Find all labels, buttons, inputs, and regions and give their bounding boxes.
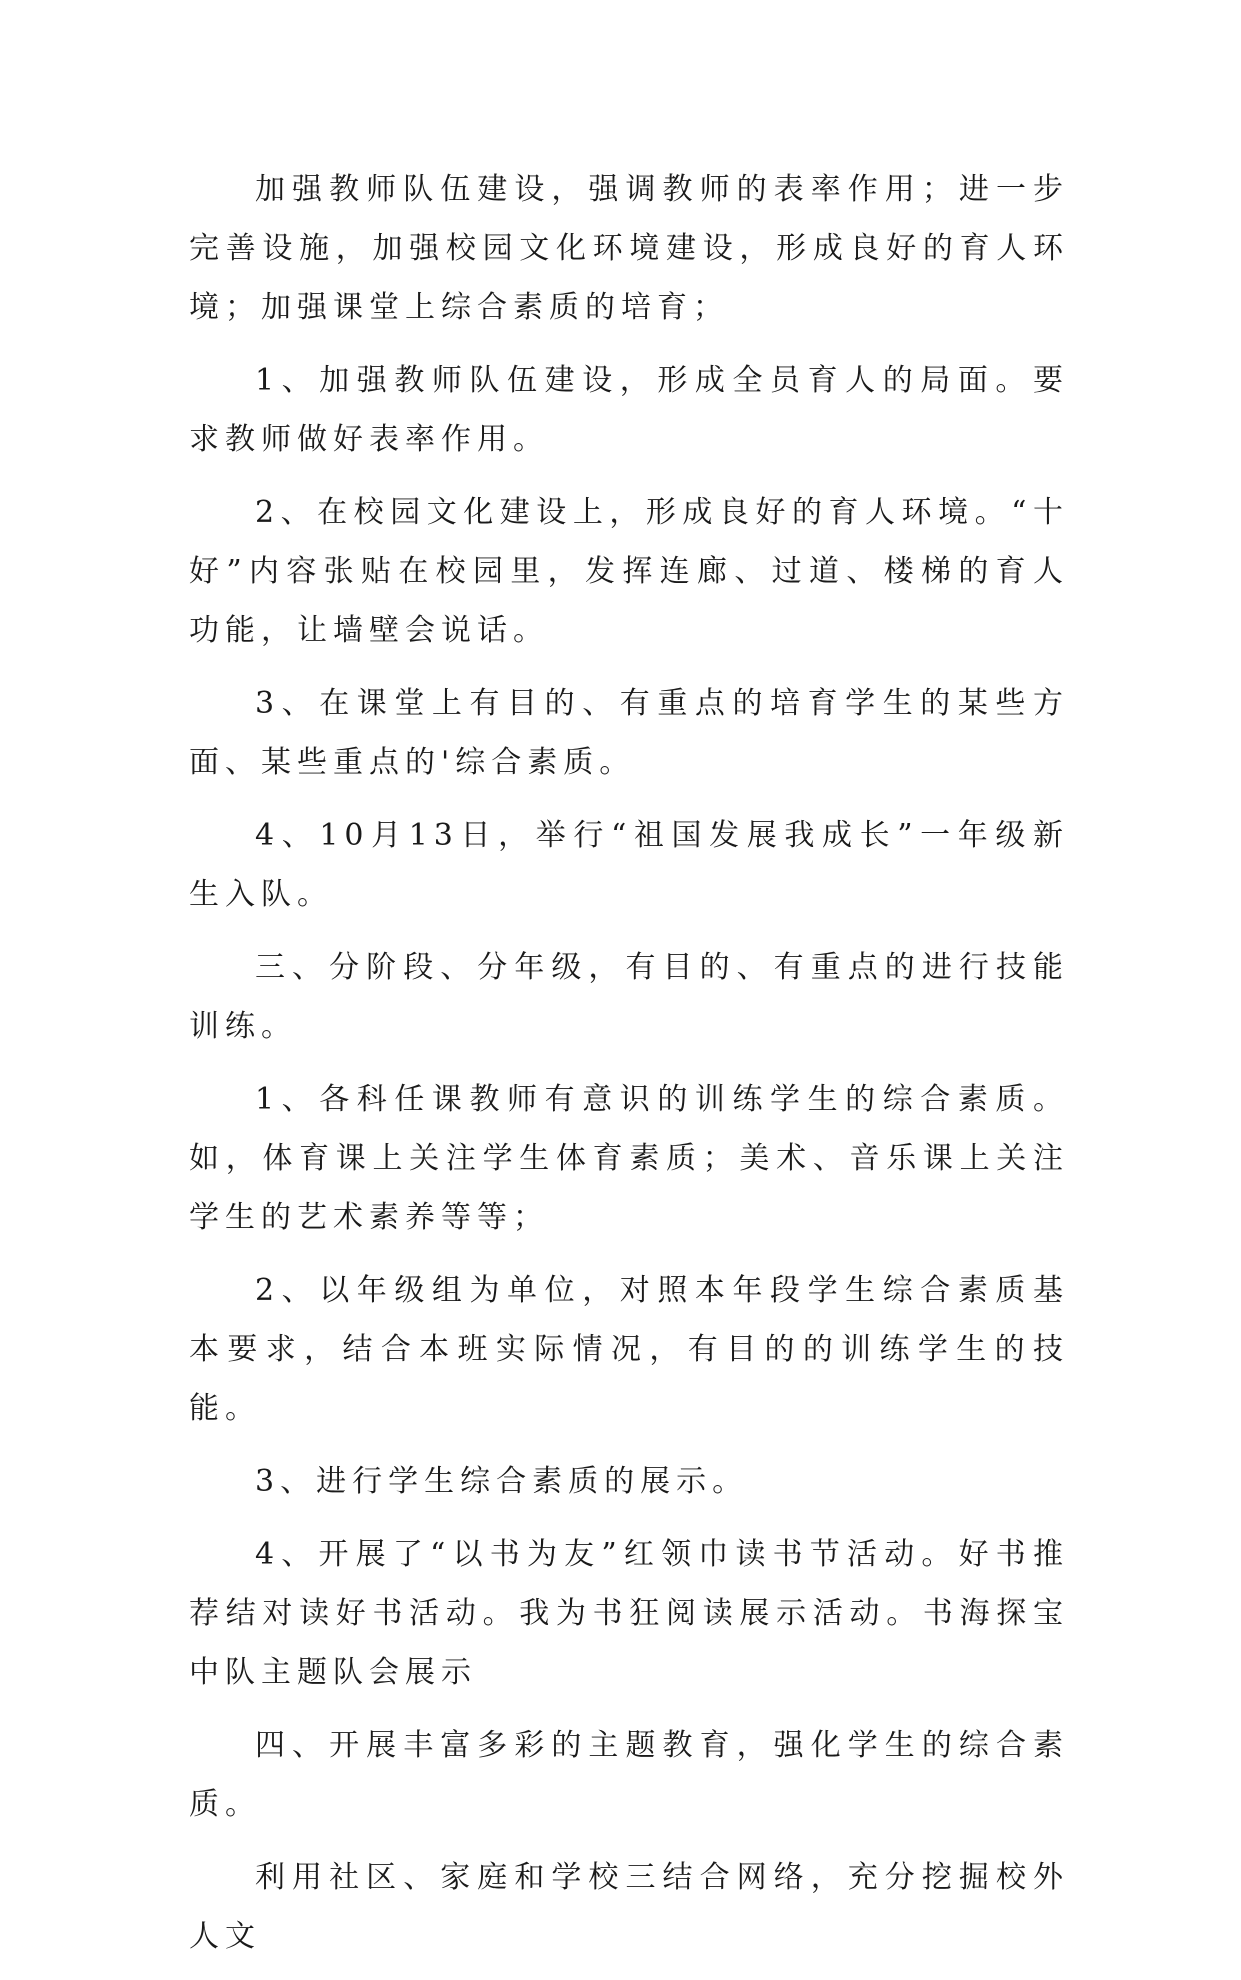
paragraph: 2、以年级组为单位，对照本年段学生综合素质基本要求，结合本班实际情况，有目的的训练学生的技能。: [189, 1273, 1069, 1426]
document-body: [189, 160, 1069, 1980]
paragraph: 3、在课堂上有目的、有重点的培育学生的某些方面、某些重点的'综合素质。: [189, 686, 1069, 780]
paragraph: 1、各科任课教师有意识的训练学生的综合素质。如，体育课上关注学生体育素质；美术、音乐课上关注学生的艺术素养等等；: [189, 1082, 1069, 1235]
paragraph: 4、10月13日，举行“祖国发展我成长”一年级新生入队。: [189, 818, 1069, 912]
paragraph: 4、开展了“以书为友”红领巾读书节活动。好书推荐结对读好书活动。我为书狂阅读展示活动。书海探宝中队主题队会展示: [189, 1537, 1069, 1690]
paragraph: 利用社区、家庭和学校三结合网络，充分挖掘校外人文: [189, 1860, 1069, 1954]
paragraph: 3、进行学生综合素质的展示。: [255, 1464, 749, 1499]
section-heading: 四、开展丰富多彩的主题教育，强化学生的综合素质。: [189, 1728, 1069, 1822]
paragraph: 加强教师队伍建设，强调教师的表率作用；进一步完善设施，加强校园文化环境建设，形成良好的育人环境；加强课堂上综合素质的培育；: [189, 172, 1069, 325]
section-heading: 三、分阶段、分年级，有目的、有重点的进行技能训练。: [189, 950, 1069, 1044]
paragraph: 1、加强教师队伍建设，形成全员育人的局面。要求教师做好表率作用。: [189, 363, 1069, 457]
paragraph: 2、在校园文化建设上，形成良好的育人环境。“十好”内容张贴在校园里，发挥连廊、过道、楼梯的育人功能，让墙壁会说话。: [189, 495, 1069, 648]
